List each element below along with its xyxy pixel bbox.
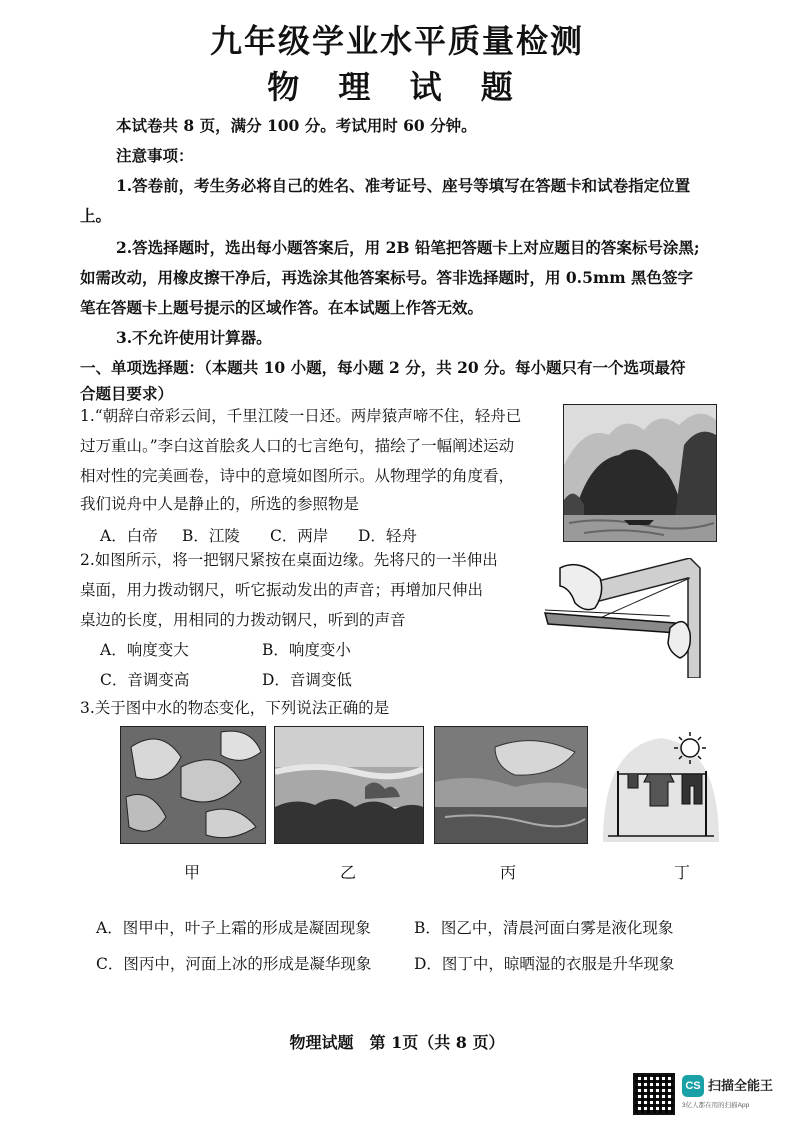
camscanner-logo-icon: CS [682,1075,704,1097]
q2-option-a: A．响度变大 [100,641,189,659]
q3-image-river-ice [434,726,588,844]
q2-option-d: D．音调变低 [262,671,352,689]
exam-summary: 本试卷共 8 页，满分 100 分。考试用时 60 分钟。 [116,116,477,135]
q2-line-3: 桌边的长度，用相同的力拨动钢尺，听到的声音 [80,611,406,629]
q2-line-2: 桌面，用力拨动钢尺，听它振动发出的声音；再增加尺伸出 [80,581,484,599]
q2-option-c: C．音调变高 [100,671,190,689]
q2-option-b: B．响度变小 [262,641,351,659]
exam-subtitle: 物 理 试 题 [267,68,527,106]
q1-line-2: 过万重山。”李白这首脍炙人口的七言绝句，描绘了一幅阐述运动 [80,437,515,455]
q3-caption-bing: 丙 [499,863,516,882]
notice-1-line-2: 上。 [80,206,112,225]
q1-option-d: D．轻舟 [358,527,417,545]
q3-option-b: B．图乙中，清晨河面白雾是液化现象 [414,919,674,937]
q3-option-a: A．图甲中，叶子上霜的形成是凝固现象 [96,919,371,937]
q3-option-d: D．图丁中，晾晒湿的衣服是升华现象 [414,955,675,973]
q1-line-1: 1.“朝辞白帝彩云间，千里江陵一日还。两岸猿声啼不住，轻舟已 [80,407,522,425]
q1-mountain-river-image [563,404,717,542]
q2-ruler-vibration-image [540,558,710,678]
q1-line-4: 我们说舟中人是静止的，所选的参照物是 [80,495,360,513]
notice-2-line-1: 2.答选择题时，选出每小题答案后，用 2B 铅笔把答题卡上对应题目的答案标号涂黑; [116,238,700,257]
q3-caption-jia: 甲 [183,863,200,882]
notice-3: 3.不允许使用计算器。 [116,328,272,347]
q3-image-frost-leaves [120,726,266,844]
notice-2-line-3: 笔在答题卡上题号提示的区域作答。在本试题上作答无效。 [80,298,484,317]
section-1-heading-line-2: 合题目要求） [80,384,174,403]
q3-caption-ding: 丁 [673,863,690,882]
q3-image-drying-clothes [598,726,724,842]
scanner-tagline: 3亿人都在用的扫描App [682,1102,750,1109]
exam-title: 九年级学业水平质量检测 [209,22,584,60]
qr-code-icon [633,1073,675,1115]
q3-caption-yi: 乙 [339,863,356,882]
q1-option-c: C．两岸 [270,527,329,545]
notice-title: 注意事项： [116,146,194,165]
q1-option-b: B．江陵 [182,527,240,545]
q1-option-a: A．白帝 [100,527,158,545]
q3-option-c: C．图丙中，河面上冰的形成是凝华现象 [96,955,372,973]
notice-2-line-2: 如需改动，用橡皮擦干净后，再选涂其他答案标号。答非选择题时，用 0.5mm 黑色签字 [80,268,694,287]
scanner-app-name: 扫描全能王 [708,1078,774,1093]
q2-line-1: 2.如图所示，将一把钢尺紧按在桌面边缘。先将尺的一半伸出 [80,551,498,569]
q3-image-river-mist [274,726,424,844]
section-1-heading-line-1: 一、单项选择题：（本题共 10 小题，每小题 2 分，共 20 分。每小题只有一个选项最符 [80,358,686,377]
q3-line-1: 3.关于图中水的物态变化，下列说法正确的是 [80,699,390,717]
notice-1-line-1: 1.答卷前，考生务必将自己的姓名、准考证号、座号等填写在答题卡和试卷指定位置 [116,176,691,195]
page-footer: 物理试题 第 1页（共 8 页） [289,1033,505,1052]
q1-line-3: 相对性的完美画卷，诗中的意境如图所示。从物理学的角度看， [80,467,515,485]
